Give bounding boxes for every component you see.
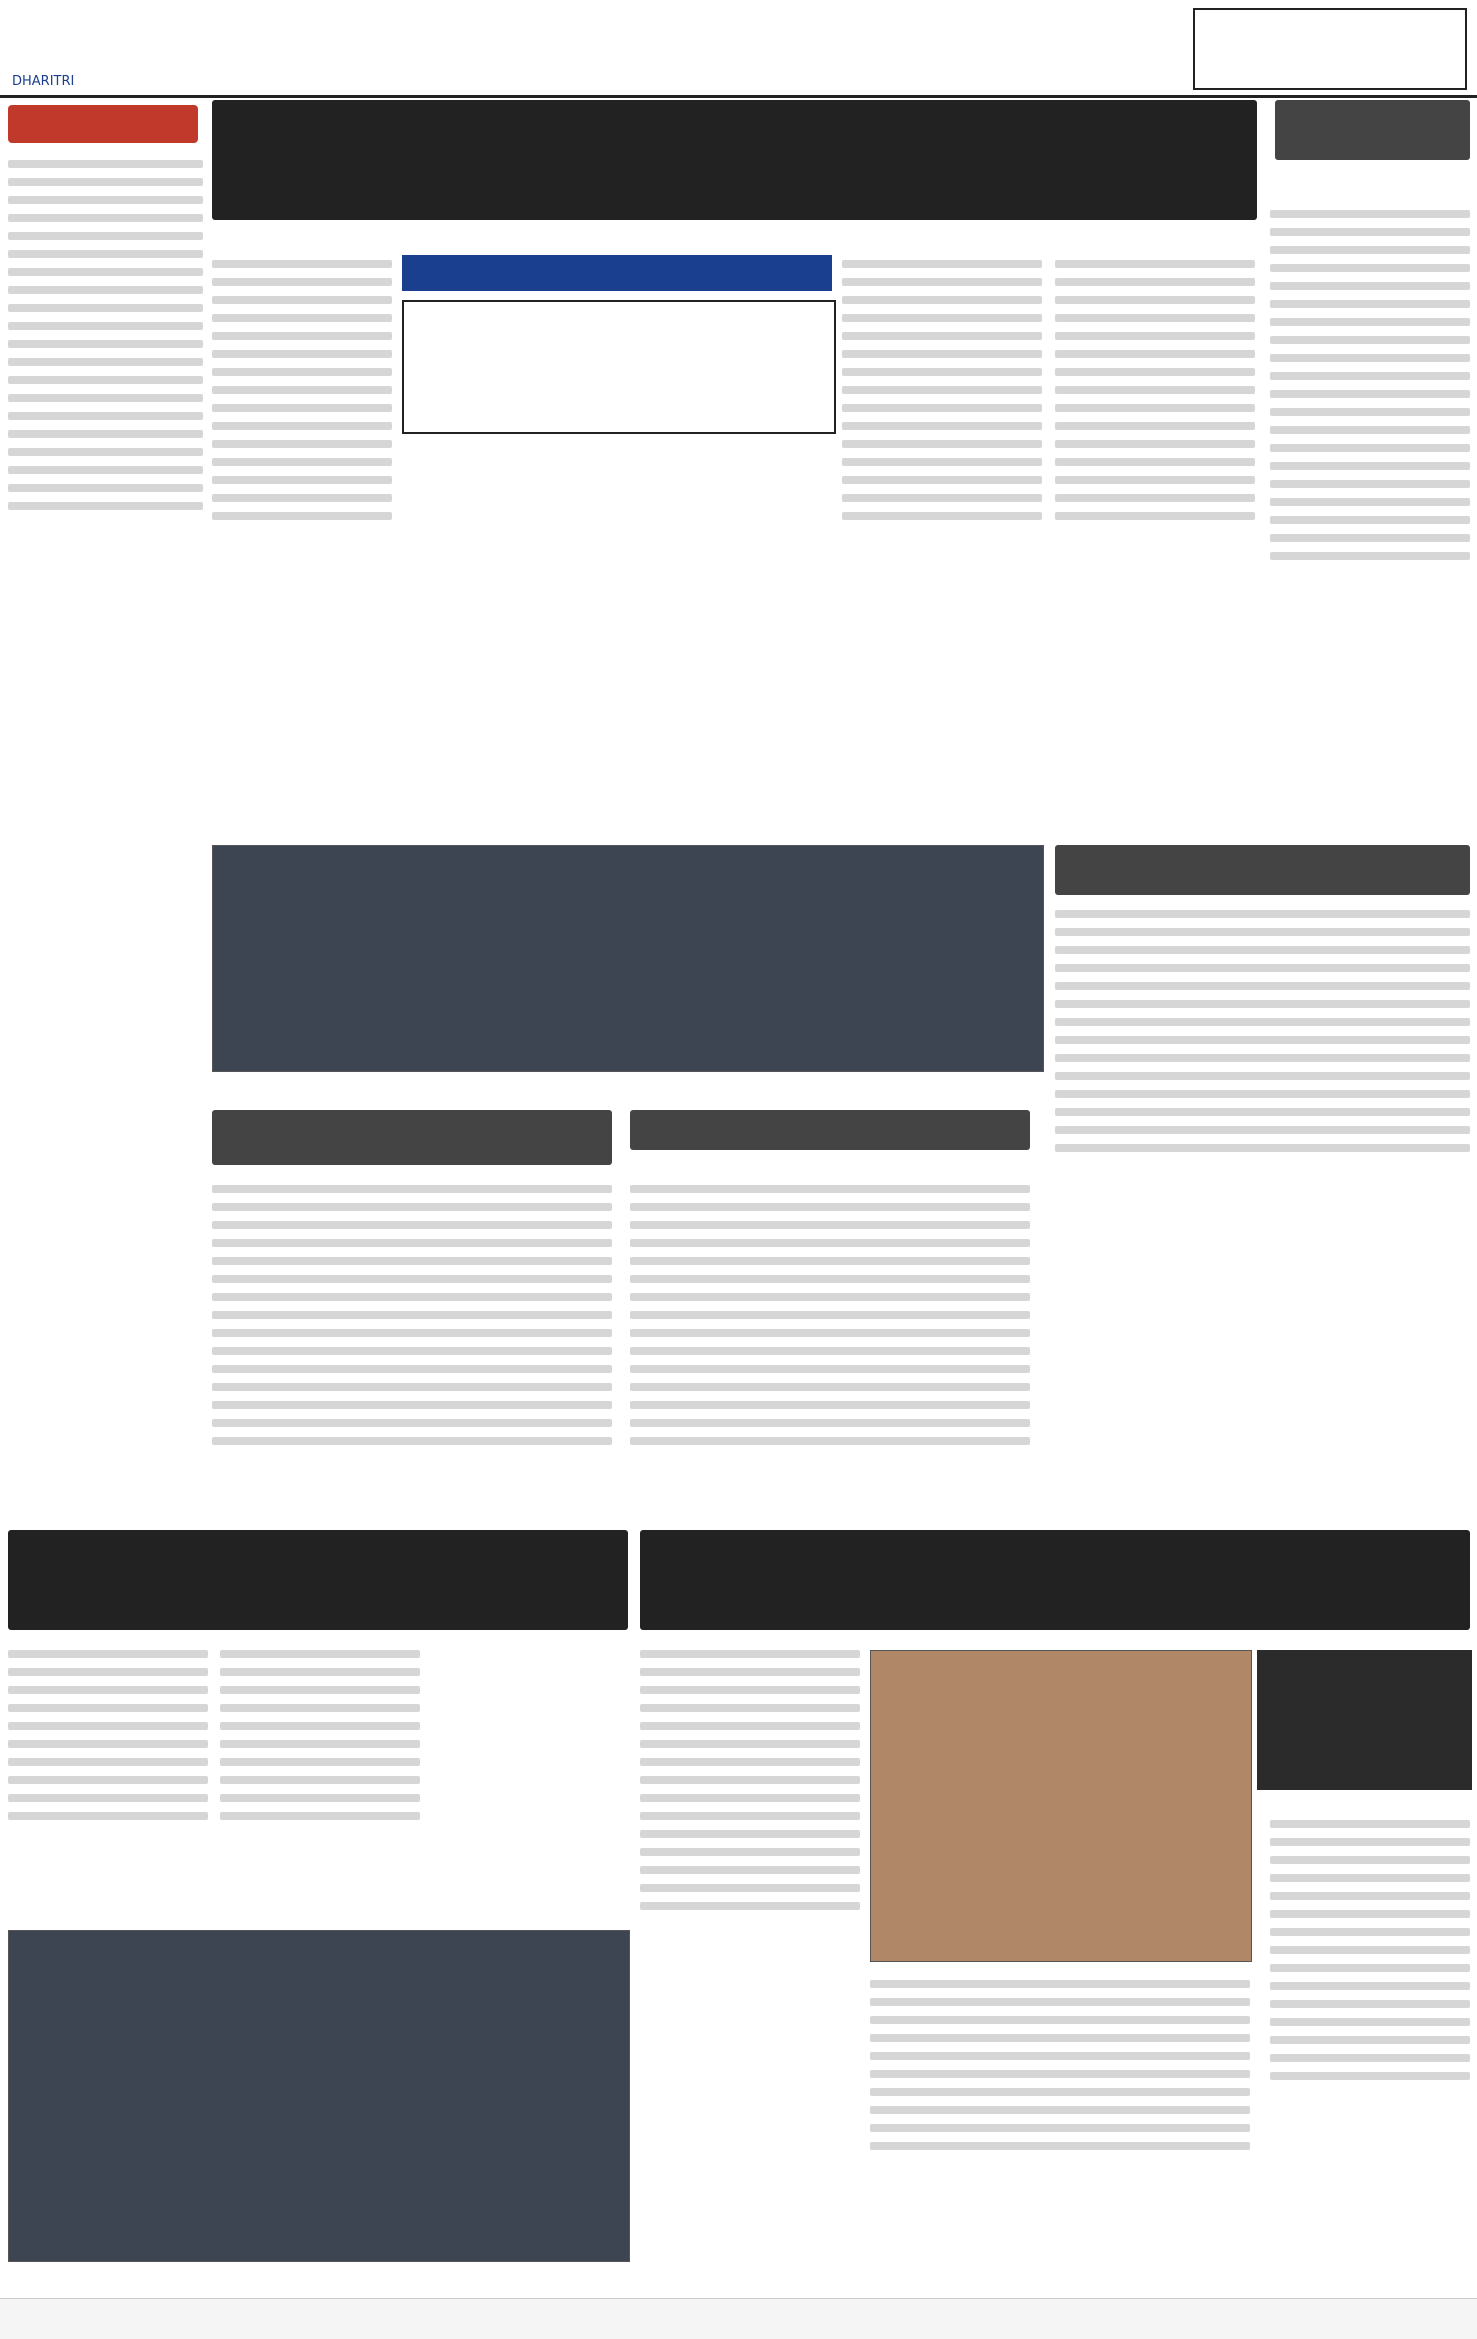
article-column-3 xyxy=(1055,260,1255,520)
second-article-text xyxy=(630,1185,1030,1445)
print-registration-bar xyxy=(0,2298,1477,2339)
taekwondo-text xyxy=(212,1185,612,1445)
conference-photo xyxy=(8,1930,630,2262)
section-label-box xyxy=(1193,8,1467,90)
awards-ceremony-photo xyxy=(212,845,1044,1072)
logo-subtitle: DHARITRI xyxy=(12,74,75,89)
masthead xyxy=(0,0,1477,98)
article-column-2 xyxy=(842,260,1042,520)
info-box xyxy=(402,300,836,434)
taekwondo-academy-headline xyxy=(212,1110,612,1165)
article-column-1 xyxy=(212,260,392,520)
youth-festival-headline xyxy=(1055,845,1470,895)
education-headline xyxy=(8,1530,628,1630)
service-text-col-3 xyxy=(1270,1820,1470,2080)
left-column-text xyxy=(8,160,203,510)
second-headline xyxy=(630,1110,1030,1150)
right-top-subheadline xyxy=(1275,100,1470,160)
youth-festival-text xyxy=(1055,910,1470,1152)
education-text-col-1 xyxy=(8,1650,208,1820)
ritual-photo xyxy=(870,1650,1252,1962)
ritual-caption-box xyxy=(1257,1650,1472,1790)
service-text-col-2 xyxy=(870,1980,1250,2150)
right-column-text xyxy=(1270,210,1470,560)
main-headline-block xyxy=(212,100,1257,220)
info-box-title xyxy=(402,255,832,291)
logo xyxy=(12,6,242,82)
brief-section-tag xyxy=(8,105,198,143)
service-text-col-1 xyxy=(640,1650,860,1910)
education-text-col-2 xyxy=(220,1650,420,1820)
service-headline xyxy=(640,1530,1470,1630)
